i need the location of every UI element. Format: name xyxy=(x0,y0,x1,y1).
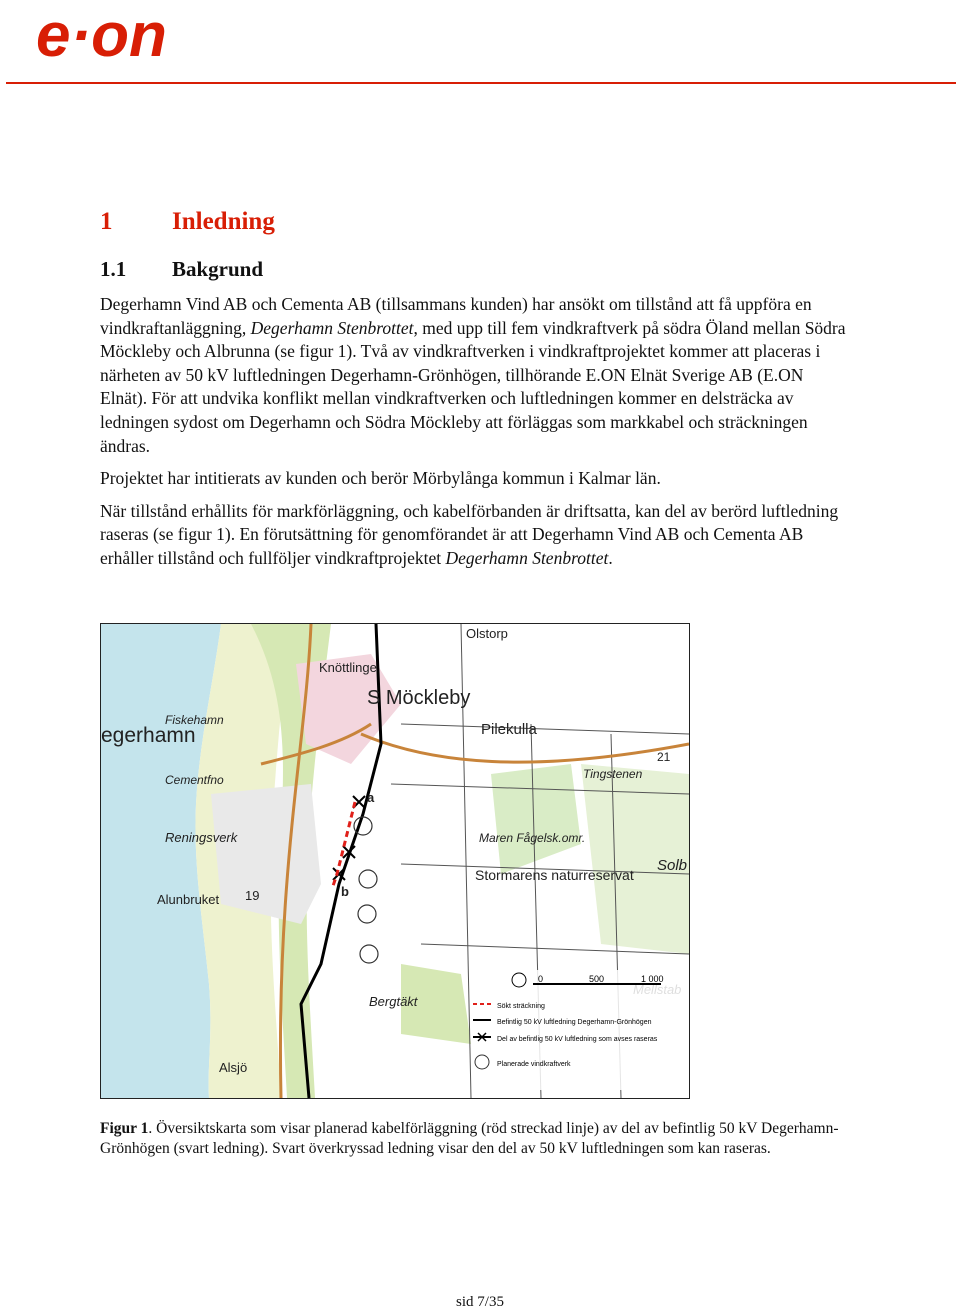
map-svg xyxy=(101,624,689,1098)
caption-label: Figur 1 xyxy=(100,1120,149,1137)
legend-planerade: Planerade vindkraftverk xyxy=(497,1061,571,1068)
place-reningsverk: Reningsverk xyxy=(165,830,238,845)
place-stormarens: Stormarens naturreservat xyxy=(475,867,634,883)
heading-2-title: Bakgrund xyxy=(172,257,264,281)
figure-caption xyxy=(100,1119,860,1158)
paragraph-3-project-name: Degerhamn Stenbrottet xyxy=(445,547,609,568)
map-legend xyxy=(473,970,689,1090)
eon-logo xyxy=(36,4,236,68)
number-19: 19 xyxy=(245,888,260,903)
paragraph-2: Projektet har intitierats av kunden och berör Mörbylånga kommun i Kalmar län. xyxy=(100,468,661,489)
paragraph-1-project-name: Degerhamn Stenbrottet xyxy=(250,317,414,338)
number-21: 21 xyxy=(657,750,671,764)
place-maren: Maren Fågelsk.omr. xyxy=(479,831,586,845)
place-alsjo: Alsjö xyxy=(219,1060,248,1075)
place-olstorp: Olstorp xyxy=(466,626,508,641)
place-bergtakt: Bergtäkt xyxy=(369,994,418,1009)
paragraph-3-text-a: När tillstånd erhållits för markförläggning, och kabelförbanden är driftsatta, kan del av berörd luftledning raseras (se figur 1). En förutsättning för genomförandet är att Degerhamn Vind AB och Cementa AB erhåller tillstånd och fullföljer vindkraftprojektet xyxy=(100,500,839,568)
heading-2 xyxy=(100,257,263,282)
legend-sokt: Sökt sträckning xyxy=(497,1003,545,1010)
place-degerhamn: egerhamn xyxy=(101,724,196,747)
point-a: a xyxy=(367,790,375,805)
legend-del: Del av befintlig 50 kV luftledning som avses raseras xyxy=(497,1036,658,1043)
place-pilekulla: Pilekulla xyxy=(481,721,537,738)
scale-1000: 1 000 xyxy=(641,974,664,984)
overview-map xyxy=(100,623,690,1099)
quarry-area xyxy=(211,784,321,924)
place-fiskehamn: Fiskehamn xyxy=(165,713,224,727)
scale-500: 500 xyxy=(589,974,605,984)
paragraph-3-text-c: . xyxy=(608,547,613,568)
heading-1-number: 1 xyxy=(100,208,113,235)
heading-1 xyxy=(100,208,275,236)
place-tingstenen: Tingstenen xyxy=(583,767,643,781)
paragraph-3 xyxy=(100,500,850,571)
page-number: sid 7/35 xyxy=(456,1294,504,1310)
paragraph-1-text-a: Degerhamn Vind AB och Cementa AB (tillsammans kunden) har ansökt om tillstånd att få uppföra en vindkraftanläggning, xyxy=(100,294,812,338)
heading-2-number: 1.1 xyxy=(100,257,127,281)
scale-0: 0 xyxy=(538,974,544,984)
place-knottlinge: Knöttlinge xyxy=(319,660,377,675)
point-b: b xyxy=(341,884,349,899)
place-s-mockleby: S Möckleby xyxy=(367,687,471,709)
place-solb: Solb xyxy=(657,857,688,874)
place-cementfno: Cementfno xyxy=(165,773,224,787)
legend-befintlig: Befintlig 50 kV luftledning Degerhamn-Grönhögen xyxy=(497,1019,652,1026)
paragraph-1-text-c: , med upp till fem vindkraftverk på södra Öland mellan Södra Möckleby och Albrunna (se figur 1). Två av vindkraftverken i vindkraftprojektet kommer att placeras i närheten av 50 kV luftledningen Degerhamn-Grönhögen, tillhörande E.ON Elnät Sverige AB (E.ON Elnät). För att undvika konflikt mellan vindkraftverken och luftledningen kommer en delsträcka av ledningen sydost om Degerhamn och Södra Möckleby att förläggas som markkabel och sträckningen ändras. xyxy=(100,317,846,456)
header-rule xyxy=(6,82,956,84)
place-alunbruket: Alunbruket xyxy=(157,892,220,907)
logo-text: e·on xyxy=(36,4,167,68)
body-text xyxy=(100,293,850,580)
heading-1-title: Inledning xyxy=(172,208,275,235)
caption-text: . Översiktskarta som visar planerad kabelförläggning (röd streckad linje) av del av befintlig 50 kV Degerhamn-Grönhögen (svart ledning). Svart överkryssad ledning visar den del av 50 kV luftledningen som kan raseras. xyxy=(100,1120,839,1157)
paragraph-1 xyxy=(100,293,850,458)
